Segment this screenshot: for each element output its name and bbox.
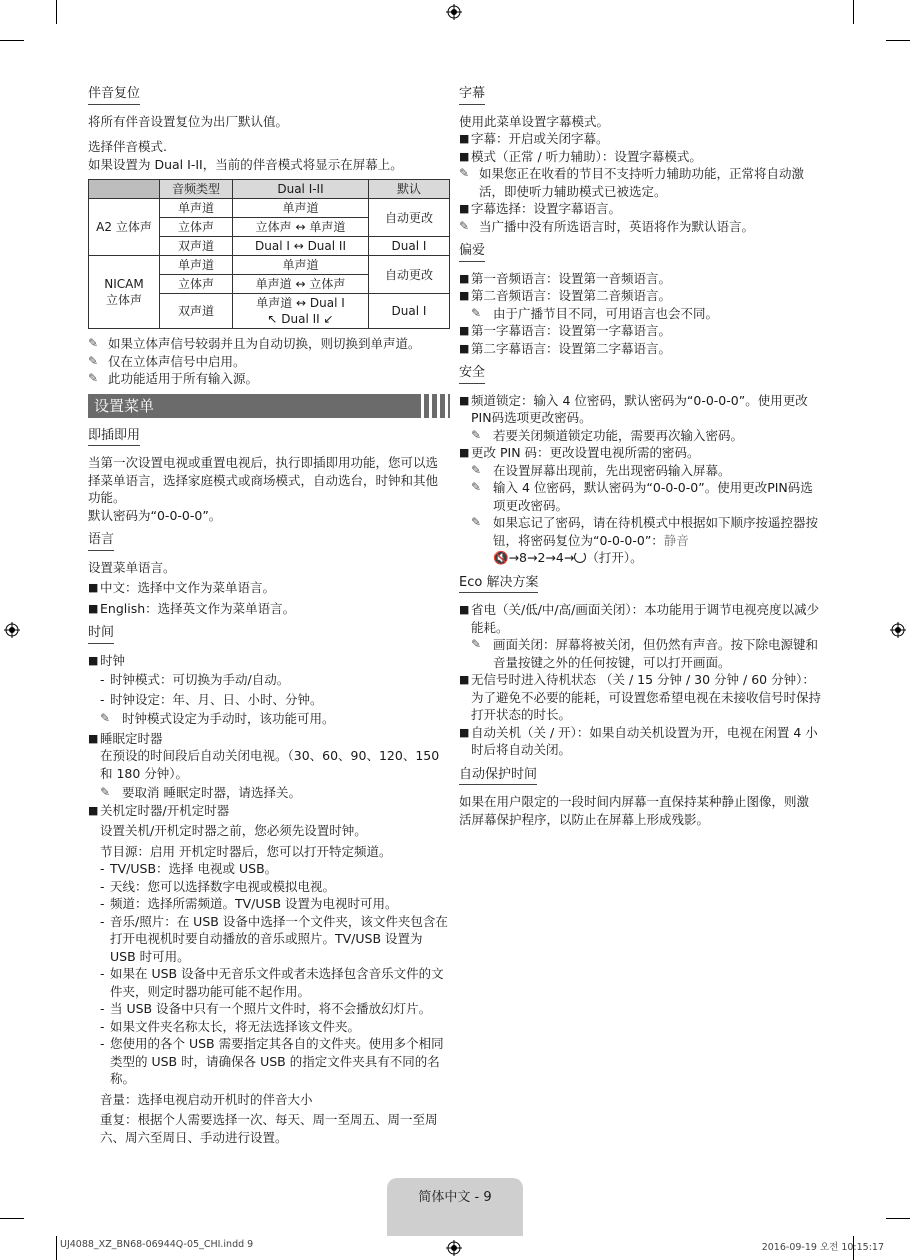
nicam-label: NICAM <box>104 277 144 291</box>
table-cell: 双声道 <box>160 294 233 329</box>
note-text: 当广播中没有所选语言时，英语将作为默认语言。 <box>479 218 755 234</box>
onoff-item-text: 如果在 USB 设备中无音乐文件或者未选择包含音乐文件的文件夹，则定时器功能可能不起作用。 <box>110 966 444 999</box>
onoff-item: - 音乐/照片：在 USB 设备中选择一个文件夹，该文件夹包含在打开电视机时要自动播放的音乐或照片。TV/USB 设置为 USB 时可用。 <box>100 913 448 964</box>
note <box>459 165 821 200</box>
plug-play-password: 默认密码为“0-0-0-0”。 <box>88 507 222 523</box>
clock-set: - 时钟设定：年、月、日、小时、分钟。 <box>100 691 323 707</box>
section-title-eco: Eco 解决方案 <box>459 574 538 594</box>
language-desc: 设置菜单语言。 <box>88 559 176 575</box>
note-text: 如果忘记了密码，请在待机模式中根据如下顺序按遥控器按钮，将密码复位为“0-0-0-0”： <box>493 515 819 548</box>
table-cell: 立体声 ↔ 单声道 <box>233 218 369 237</box>
onoff-timer-heading: ■ 关机定时器/开机定时器 <box>88 802 450 820</box>
onoff-item: - TV/USB：选择 电视或 USB。 <box>100 861 278 876</box>
pref-item: ■ 第二音频语言：设置第二音频语言。 <box>459 287 821 305</box>
table-header-blank <box>89 180 160 199</box>
pin-reset-end: （打开）。 <box>586 550 643 565</box>
onoff-item-text: 频道：选择所需频道。TV/USB 设置为电视时可用。 <box>110 896 398 911</box>
onoff-item-text: 您使用的各个 USB 需要指定其各自的文件夹。使用多个相同类型的 USB 时，请确保各 USB 的指定文件夹具有不同的名称。 <box>110 1036 444 1086</box>
section-title-subtitle: 字幕 <box>459 85 485 105</box>
plug-play-desc: 当第一次设置电视或重置电视后，执行即插即用功能，您可以选择菜单语言，选择家庭模式或商场模式，自动选台，时钟和其他功能。 <box>88 455 439 505</box>
subtitle-item: ■ 字幕：开启或关闭字幕。 <box>459 130 821 148</box>
onoff-item: - 如果在 USB 设备中无音乐文件或者未选择包含音乐文件的文件夹，则定时器功能可能不起作用。 <box>100 966 444 999</box>
clock-mode: - 时钟模式：可切换为手动/自动。 <box>100 672 290 687</box>
table-cell: A2 立体声 <box>89 199 160 256</box>
note-text: 在设置屏幕出现前，先出现密码输入屏幕。 <box>493 462 731 478</box>
table-cell: Dual I <box>369 237 450 256</box>
page-number-label: 简体中文 - 9 <box>418 1190 492 1205</box>
onoff-item: - 天线：您可以选择数字电视或模拟电视。 <box>100 878 336 894</box>
onoff-item-text: 当 USB 设备中只有一个照片文件时，将不会播放幻灯片。 <box>110 1001 432 1016</box>
clock-set-text: 时钟设定：年、月、日、小时、分钟。 <box>110 691 323 707</box>
table-cell: 单声道 ↔ 立体声 <box>233 275 369 294</box>
note <box>459 479 821 514</box>
note <box>459 427 821 445</box>
table-header: 音频类型 <box>160 180 233 199</box>
clock-heading: ■ 时钟 <box>88 652 450 670</box>
page-number-tab <box>387 1178 523 1236</box>
onoff-item: - 频道：选择所需频道。TV/USB 设置为电视时可用。 <box>100 896 398 911</box>
note-text: 此功能适用于所有输入源。 <box>108 371 259 386</box>
note-icon: ✎ <box>471 480 482 494</box>
registration-mark-icon <box>446 1240 462 1256</box>
table-cell: Dual I ↔ Dual II <box>233 237 369 256</box>
crop-mark <box>853 0 854 24</box>
left-column <box>88 84 450 1146</box>
table-cell <box>89 256 160 329</box>
table-cell <box>233 294 369 329</box>
eco-item: ■ 无信号时进入待机状态 （关 / 15 分钟 / 30 分钟 / 60 分钟）：为了避免不必要的能耗，可设置您希望电视在未接收信号时保持打开状态的时长。 <box>459 671 821 724</box>
note <box>459 305 821 323</box>
eco-item: ■ 自动关机（关 / 开）：如果自动关机设置为开，电视在闲置 4 小时后将自动关闭。 <box>459 724 821 759</box>
onoff-item: - 当 USB 设备中只有一个照片文件时，将不会播放幻灯片。 <box>100 1001 432 1016</box>
note <box>459 462 821 480</box>
note-icon: ✎ <box>471 462 482 477</box>
pref-item: ■ 第一字幕语言：设置第一字幕语言。 <box>459 322 821 340</box>
onoff-item-text: 天线：您可以选择数字电视或模拟电视。 <box>110 878 336 894</box>
note-icon: ✎ <box>459 166 470 180</box>
section-title-language: 语言 <box>88 531 114 551</box>
language-english: ■ English：选择英文作为菜单语言。 <box>88 600 450 618</box>
audio-mode-table <box>88 179 450 329</box>
table-header: 默认 <box>369 180 450 199</box>
note-text: 如果您正在收看的节目不支持听力辅助功能，正常将自动激活，即使听力辅助模式已被选定。 <box>479 166 805 199</box>
mute-icon: 🔇 <box>493 550 509 565</box>
audio-mode-select: 选择伴音模式. <box>88 139 167 154</box>
mute-label: 静音 <box>663 532 689 548</box>
onoff-item-text: 如果文件夹名称太长，将无法选择该文件夹。 <box>110 1018 361 1034</box>
onoff-timer-desc: 设置关机/开机定时器之前，您必须先设置时钟。 <box>100 823 367 838</box>
date-info: 2016-09-19 오전 10:15:17 <box>761 1242 884 1253</box>
section-title-autoprotect: 自动保护时间 <box>459 766 537 786</box>
note-text: 画面关闭：屏幕将被关闭，但仍然有声音。按下除电源键和音量按键之外的任何按键，可以打开画面。 <box>493 637 819 670</box>
audio-mode-desc: 如果设置为 Dual I-II，当前的伴音模式将显示在屏幕上。 <box>88 156 403 172</box>
crop-mark <box>56 1236 57 1260</box>
file-info: UJ4088_XZ_BN68-06944Q-05_CHI.indd 9 <box>60 1239 254 1250</box>
volume-desc: 音量：选择电视启动开机时的伴音大小 <box>100 1091 313 1107</box>
note-text: 时钟模式设定为手动时，该功能可用。 <box>122 711 335 726</box>
onoff-item-text: TV/USB：选择 电视或 USB。 <box>110 861 278 876</box>
nicam-dual-line: ↖ Dual II ↙ <box>267 312 334 326</box>
section-title-time: 时间 <box>88 624 114 644</box>
table-cell: 自动更改 <box>369 199 450 237</box>
note <box>459 514 821 567</box>
table-cell: 立体声 <box>160 275 233 294</box>
pref-item: ■ 第一音频语言：设置第一音频语言。 <box>459 270 821 288</box>
note-icon: ✎ <box>88 353 99 368</box>
repeat-desc: 重复：根据个人需要选择一次、每天、周一至周五、周一至周六、周六至周日、手动进行设置。 <box>100 1112 438 1145</box>
note <box>88 335 450 353</box>
language-chinese: ■ 中文：选择中文作为菜单语言。 <box>88 579 450 597</box>
crop-mark <box>0 1218 24 1219</box>
registration-mark-icon <box>4 622 20 638</box>
note-icon: ✎ <box>88 371 99 385</box>
note-text: 由于广播节目不同，可用语言也会不同。 <box>493 305 719 321</box>
note <box>459 636 821 671</box>
pin-reset-sequence: →8→2→4→ <box>508 550 575 565</box>
note-text: 仅在立体声信号中启用。 <box>108 353 246 369</box>
table-cell: 自动更改 <box>369 256 450 294</box>
right-column <box>459 84 821 828</box>
note-text: 输入 4 位密码，默认密码为“0-0-0-0”。使用更改PIN码选项更改密码。 <box>493 480 813 513</box>
onoff-item: - 如果文件夹名称太长，将无法选择该文件夹。 <box>100 1018 361 1034</box>
crop-mark <box>56 0 57 24</box>
registration-mark-icon <box>890 622 906 638</box>
note-icon: ✎ <box>100 785 111 799</box>
onoff-item: - 您使用的各个 USB 需要指定其各自的文件夹。使用多个相同类型的 USB 时，请确保各 USB 的指定文件夹具有不同的名称。 <box>100 1036 444 1086</box>
sleep-timer-heading: ■ 睡眠定时器 <box>88 730 450 748</box>
pref-item: ■ 第二字幕语言：设置第二字幕语言。 <box>459 340 821 358</box>
subtitle-desc: 使用此菜单设置字幕模式。 <box>459 113 610 129</box>
note <box>88 710 450 728</box>
autoprotect-desc: 如果在用户限定的一段时间内屏幕一直保持某种静止图像，则激活屏幕保护程序，以防止在屏幕上形成残影。 <box>459 794 810 827</box>
nicam-dual-line: 单声道 ↔ Dual I <box>256 296 345 310</box>
note <box>459 218 821 236</box>
crop-mark <box>0 40 24 41</box>
table-cell: 单声道 <box>160 199 233 218</box>
section-title-audio-reset: 伴音复位 <box>88 85 140 105</box>
bar-stripes <box>416 394 450 418</box>
table-header: Dual I-II <box>233 180 369 199</box>
setup-menu-bar <box>88 394 450 418</box>
note-text: 若要关闭频道锁定功能，需要再次输入密码。 <box>493 427 744 443</box>
table-cell: 单声道 <box>160 256 233 275</box>
security-item: ■ 频道锁定：输入 4 位密码，默认密码为“0-0-0-0”。使用更改PIN码选项更改密码。 <box>459 392 821 427</box>
audio-reset-desc: 将所有伴音设置复位为出厂默认值。 <box>88 113 289 129</box>
note <box>88 353 450 371</box>
note-text: 要取消 睡眠定时器，请选择关。 <box>122 785 301 800</box>
table-cell: 双声道 <box>160 237 233 256</box>
section-title-plug-play: 即插即用 <box>88 427 140 447</box>
note-icon: ✎ <box>471 427 482 442</box>
crop-mark <box>886 1218 910 1219</box>
security-item: ■ 更改 PIN 码：更改设置电视所需的密码。 <box>459 444 821 462</box>
subtitle-item: ■ 模式（正常 / 听力辅助）：设置字幕模式。 <box>459 148 821 166</box>
note <box>88 784 450 802</box>
sleep-timer-desc: 在预设的时间段后自动关闭电视。（30、60、90、120、150 和 180 分钟）。 <box>100 748 440 781</box>
subtitle-item: ■ 字幕选择：设置字幕语言。 <box>459 200 821 218</box>
power-icon <box>574 551 586 563</box>
eco-item: ■ 省电（关/低/中/高/画面关闭）：本功能用于调节电视亮度以减少能耗。 <box>459 601 821 636</box>
note-text: 如果立体声信号较弱并且为自动切换，则切换到单声道。 <box>108 336 421 351</box>
onoff-item-text: 音乐/照片：在 USB 设备中选择一个文件夹，该文件夹包含在打开电视机时要自动播放的音乐或照片。TV/USB 设置为 USB 时可用。 <box>110 913 448 964</box>
table-cell: 立体声 <box>160 218 233 237</box>
section-title-security: 安全 <box>459 364 485 384</box>
nicam-label: 立体声 <box>105 293 142 307</box>
crop-mark <box>886 40 910 41</box>
note-icon: ✎ <box>459 218 470 233</box>
clock-mode-text: 时钟模式：可切换为手动/自动。 <box>110 672 290 687</box>
table-cell: Dual I <box>369 294 450 329</box>
registration-mark-icon <box>446 4 462 20</box>
note-icon: ✎ <box>471 515 482 529</box>
table-cell: 单声道 <box>233 256 369 275</box>
note-icon: ✎ <box>88 336 99 350</box>
table-cell: 单声道 <box>233 199 369 218</box>
setup-menu-title: 设置菜单 <box>94 396 155 415</box>
note-icon: ✎ <box>471 305 482 320</box>
onoff-timer-source: 节目源：启用 开机定时器后，您可以打开特定频道。 <box>100 843 392 859</box>
note-icon: ✎ <box>100 711 111 725</box>
note <box>88 370 450 388</box>
note-icon: ✎ <box>471 637 482 651</box>
section-title-prefs: 偏爱 <box>459 242 485 262</box>
